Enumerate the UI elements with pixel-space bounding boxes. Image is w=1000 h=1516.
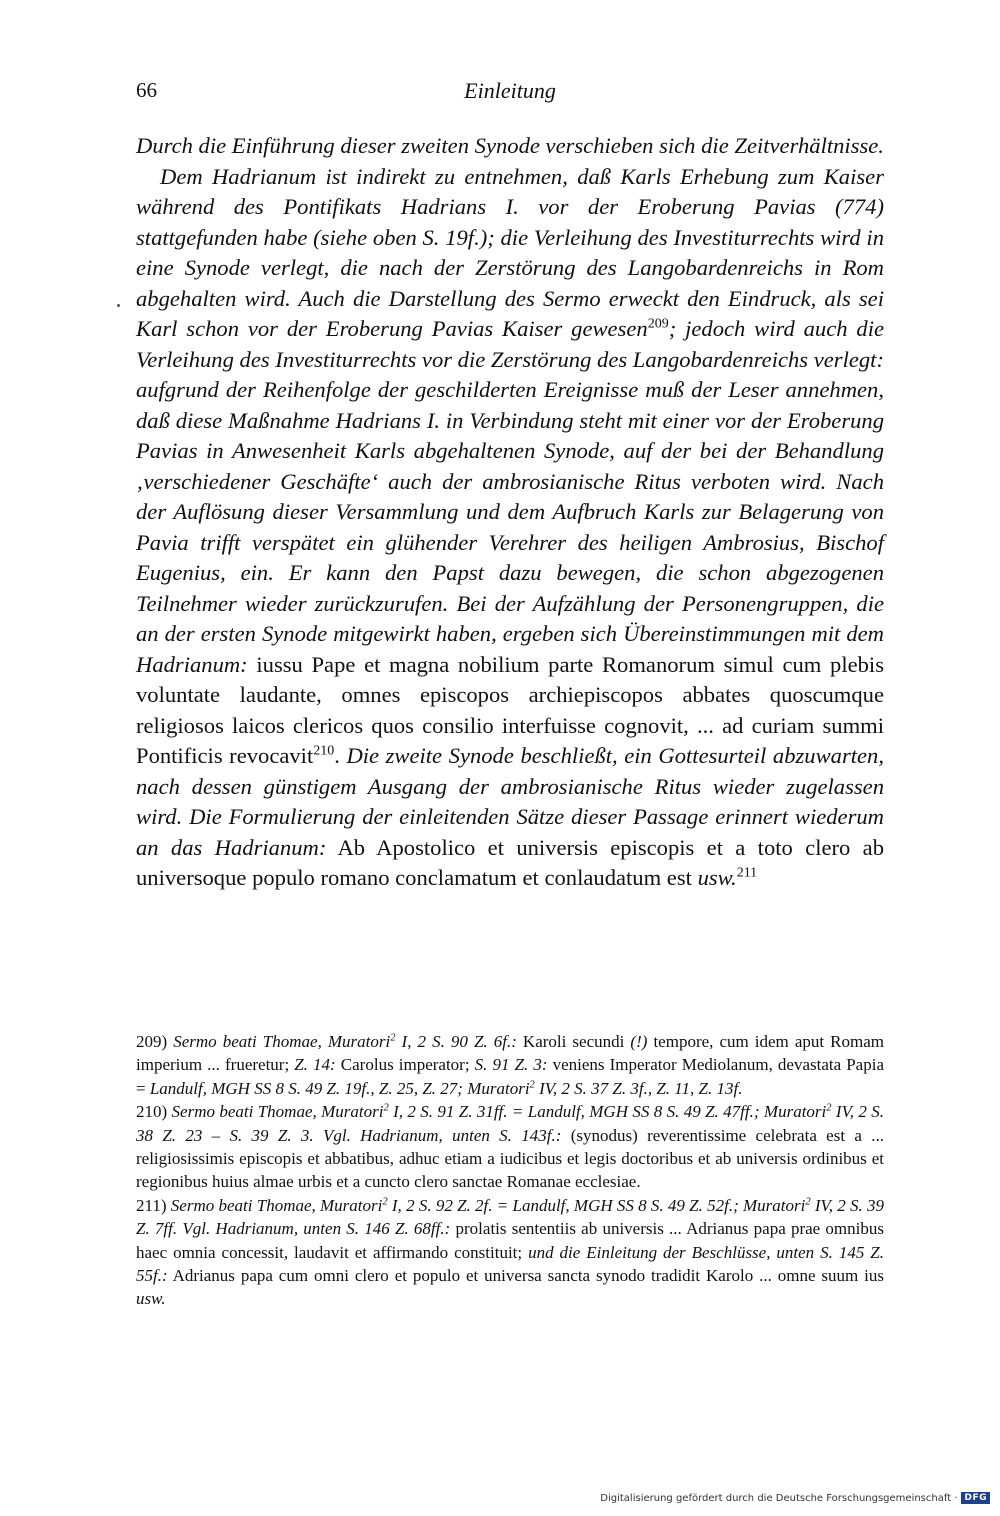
text-run: Sermo beati Thomae, Muratori	[171, 1102, 384, 1122]
digitization-footer	[600, 1492, 990, 1504]
text-run: Carolus imperator;	[335, 1055, 475, 1075]
paragraph	[136, 131, 884, 162]
paragraph	[136, 162, 884, 894]
superscript: 2	[805, 1196, 811, 1208]
page-number: 66	[136, 78, 157, 102]
text-run: 211)	[136, 1195, 171, 1215]
superscript: 2	[529, 1079, 535, 1091]
text-run: (synodus) reverentissime celebrata est a ... religiosissimis episcopis et abbatibus, adhuc etiam a iudicibus et legis doctoribus et ab universis ordinibus et regionibus huius almae urbis et a cuncto clero sanctae Romanae ecclesiae.	[136, 1125, 884, 1192]
page-header	[136, 78, 884, 108]
dfg-logo: DFG	[961, 1492, 990, 1504]
text-run: usw.	[697, 865, 737, 890]
footnote-211	[136, 1194, 884, 1311]
text-run: (!)	[630, 1032, 648, 1051]
text-run: Landulf, MGH SS 8 S. 49 Z. 19f., Z. 25, Z. 27; Muratori	[149, 1078, 530, 1098]
text-run: Karoli secundi	[516, 1032, 631, 1051]
body-text	[136, 131, 884, 894]
text-run: veniens Imperator Mediolanum, devastata Papia =	[136, 1055, 884, 1098]
scan-speck	[117, 304, 120, 307]
text-run: Durch die Einführung dieser zweiten Synode verschieben sich die Zeitverhältnisse.	[136, 133, 884, 158]
superscript: 2	[390, 1032, 396, 1044]
text-run: 209)	[136, 1032, 174, 1051]
text-run: I, 2 S. 92 Z. 2f. = Landulf, MGH SS 8 S. 49 Z. 52f.; Muratori	[387, 1195, 806, 1215]
running-head: Einleitung	[464, 78, 556, 103]
text-run: und die Einleitung der Beschlüsse, unten S. 145 Z. 55f.:	[136, 1242, 884, 1286]
footnotes	[136, 1030, 884, 1311]
superscript: 209	[647, 316, 669, 332]
text-run: I, 2 S. 91 Z. 31ff. = Landulf, MGH SS 8 S. 49 Z. 47ff.; Muratori	[388, 1102, 827, 1122]
text-run: 210)	[136, 1102, 172, 1122]
text-run: prolatis sententiis ab universis ... Adrianus papa prae omnibus haec omnia concessit, laudavit et affirmando constituit;	[136, 1219, 884, 1262]
text-run: IV, 2 S. 39 Z. 7ff. Vgl. Hadrianum, unten S. 146 Z. 68ff.:	[136, 1195, 885, 1239]
text-run: I, 2 S. 90 Z. 6f.:	[395, 1032, 517, 1051]
text-run: IV, 2 S. 38 Z. 23 – S. 39 Z. 3. Vgl. Hadrianum, unten S. 143f.:	[136, 1102, 885, 1145]
footnote-210	[136, 1100, 884, 1194]
text-run: iussu Pape et magna nobilium parte Romanorum simul cum plebis voluntate laudante, omnes episcopos archiepiscopos abbates quoscumque religiosos laicos clericos quos consilio interfuisse cognovit, ... ad curiam summi Pontificis revocavit	[136, 651, 884, 768]
digitization-credit: Digitalisierung gefördert durch die Deutsche Forschungsgemeinschaft ·	[600, 1492, 958, 1504]
text-run: Ab Apostolico et universis episcopis et a toto clero ab universoque populo romano conclamatum et conlaudatum est	[136, 834, 884, 890]
text-run: IV, 2 S. 37 Z. 3f., Z. 11, Z. 13f.	[534, 1078, 743, 1098]
superscript: 210	[313, 743, 335, 759]
text-run: Sermo beati Thomae, Muratori	[170, 1195, 383, 1215]
text-run: tempore, cum idem aput Romam imperium ... frueretur;	[136, 1032, 885, 1075]
text-run: Dem Hadrianum ist indirekt zu entnehmen, daß Karls Erhebung zum Kaiser während des Pontifikats Hadrians I. vor der Eroberung Pavias (774) stattgefunden habe (siehe oben S. 19f.); die Verleihung des Investiturrechts wird in eine Synode verlegt, die nach der Zerstörung des Langobardenreichs in Rom abgehalten wird. Auch die Darstellung des Sermo erweckt den Eindruck, als sei Karl schon vor der Eroberung Pavias Kaiser gewesen	[136, 163, 884, 341]
superscript: 211	[736, 865, 758, 881]
text-run: ; jedoch wird auch die Verleihung des Investiturrechts vor die Zerstörung des Langobardenreichs verlegt: aufgrund der Reihenfolge der geschilderten Ereignisse muß der Leser annehmen, daß diese Maßnahme Hadrians I. in Verbindung steht mit einer vor der Eroberung Pavias in Anwesenheit Karls abgehaltenen Synode, auf der bei der Behandlung ‚verschiedener Geschäfte‘ auch der ambrosianische Ritus verboten wird. Nach der Auflösung dieser Versammlung und dem Aufbruch Karls zur Belagerung von Pavia trifft verspätet ein glühender Verehrer des heiligen Ambrosius, Bischof Eugenius, ein. Er kann den Papst dazu bewegen, die schon abgezogenen Teilnehmer wieder zurückzurufen. Bei der Aufzählung der Personengruppen, die an der ersten Synode mitgewirkt haben, ergeben sich Übereinstimmungen mit dem Hadrianum:	[136, 316, 884, 677]
superscript: 2	[383, 1102, 389, 1114]
text-run: Z. 14:	[294, 1055, 336, 1075]
superscript: 2	[382, 1196, 388, 1208]
text-run: .	[334, 743, 347, 768]
text-run: S. 91 Z. 3:	[474, 1055, 548, 1075]
text-run: usw.	[136, 1289, 166, 1309]
text-run: Die zweite Synode beschließt, ein Gottesurteil abzuwarten, nach dessen günstigem Ausgang der ambrosianische Ritus wieder zugelassen wird. Die Formulierung der einleitenden Sätze dieser Passage erinnert wiederum an das Hadrianum:	[136, 743, 884, 860]
text-run: Sermo beati Thomae, Muratori	[173, 1032, 391, 1051]
text-run: Adrianus papa cum omni clero et populo et universa sancta synodo tradidit Karolo ... omne suum ius	[167, 1266, 884, 1286]
superscript: 2	[826, 1102, 832, 1114]
footnote-209	[136, 1030, 884, 1100]
